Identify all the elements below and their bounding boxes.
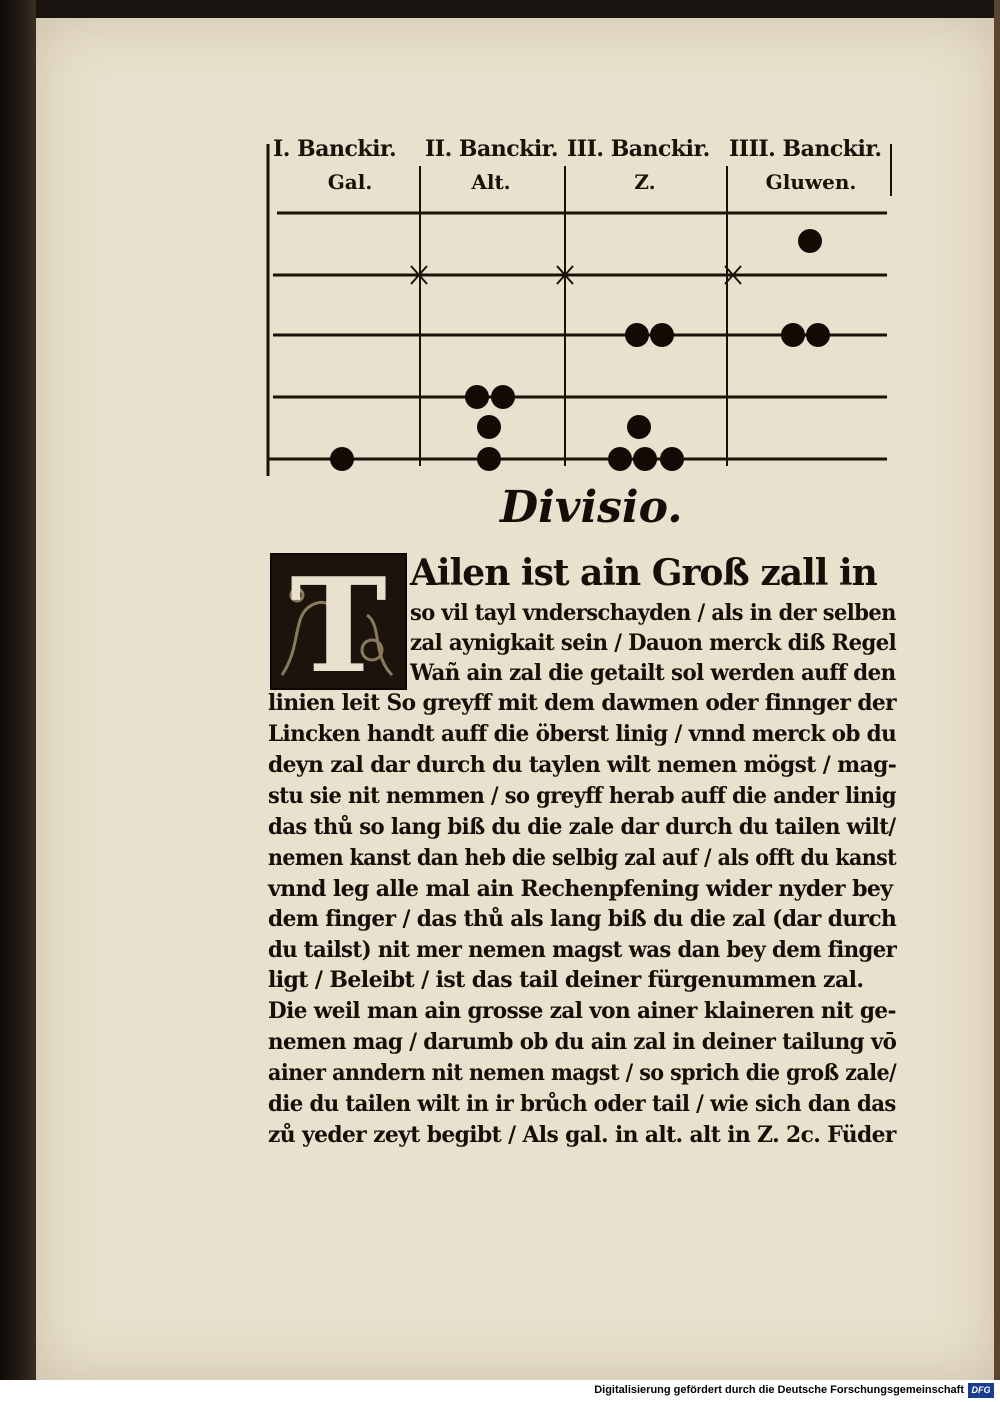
text-line: Die weil man ain grosse zal von ainer klaineren nit ge- [268, 998, 896, 1024]
column-subheader-1: Gal. [327, 170, 373, 194]
decorated-initial [270, 549, 407, 702]
counter-1-line5 [330, 447, 354, 471]
text-line: linien leit So greyff mit dem dawmen oder finnger der [268, 690, 897, 716]
text-line: so vil tayl vnderschayden / als in der selben [410, 600, 896, 626]
counter-4-top [798, 229, 822, 253]
text-line: ligt / Beleibt / ist das tail deiner fürgenummen zal. [268, 967, 864, 993]
text-line: Lincken handt auff die öberst linig / vnnd merck ob du [268, 721, 897, 747]
text-line: Ailen ist ain Groß zall in [410, 552, 877, 594]
dfg-logo-icon: DFG [968, 1383, 994, 1398]
text-line: zů yeder zeyt begibt / Als gal. in alt. alt in Z. 2c. Füder [268, 1122, 896, 1148]
column-header-2: II. Banckir. [425, 136, 558, 162]
section-title: Divisio. [500, 482, 683, 533]
text-line: stu sie nit nemmen / so greyff herab auff die ander linig [268, 783, 896, 809]
text-line: dem finger / das thů als lang biß du die zal (dar durch [268, 906, 897, 932]
counter-4-line3-b [806, 323, 830, 347]
counter-3-line5-c [660, 447, 684, 471]
column-header-3: III. Banckir. [567, 136, 710, 162]
text-line: deyn zal dar durch du taylen wilt nemen mögst / mag- [268, 752, 897, 778]
abacus-table [265, 136, 895, 481]
column-header-1: I. Banckir. [273, 136, 397, 162]
counter-4-line3-a [781, 323, 805, 347]
text-line: das thů so lang biß du die zale dar durch du tailen wilt/ [268, 814, 896, 840]
text-line: nemen mag / darumb ob du ain zal in deiner tailung vō [268, 1029, 897, 1055]
footer-credit-text: Digitalisierung gefördert durch die Deutsche Forschungsgemeinschaft [594, 1384, 964, 1396]
book-spine-shadow [0, 0, 36, 1380]
initial-letter: T [290, 549, 387, 702]
text-line: du tailst) nit mer nemen magst was dan bey dem finger [268, 937, 897, 963]
counter-3-line5-b [633, 447, 657, 471]
text-line: vnnd leg alle mal ain Rechenpfening wider nyder bey [268, 876, 893, 902]
text-line: ainer anndern nit nemen magst / so sprich die groß zale/ [268, 1060, 897, 1086]
counter-3-space-a [627, 415, 651, 439]
text-line: Wañ ain zal die getailt sol werden auff den [410, 660, 896, 686]
page-edge [994, 0, 1000, 1380]
counter-2-space-a [477, 415, 501, 439]
digitization-footer [0, 1380, 1000, 1402]
column-subheader-2: Alt. [471, 170, 511, 194]
text-line: nemen kanst dan heb die selbig zal auf / als offt du kanst [268, 845, 897, 871]
column-subheader-3: Z. [634, 170, 656, 194]
column-header-4: IIII. Banckir. [729, 136, 882, 162]
counter-3-line3-b [650, 323, 674, 347]
counter-2-line4-a [465, 385, 489, 409]
counter-3-line3-a [625, 323, 649, 347]
text-line: die du tailen wilt in ir brůch oder tail / wie sich dan das [268, 1091, 896, 1117]
counter-2-line5 [477, 447, 501, 471]
abacus-grid [265, 136, 895, 481]
column-subheader-4: Gluwen. [765, 170, 857, 194]
counter-2-line4-b [491, 385, 515, 409]
text-line: zal aynigkait sein / Dauon merck diß Regel [410, 630, 897, 656]
counter-3-line5-a [608, 447, 632, 471]
